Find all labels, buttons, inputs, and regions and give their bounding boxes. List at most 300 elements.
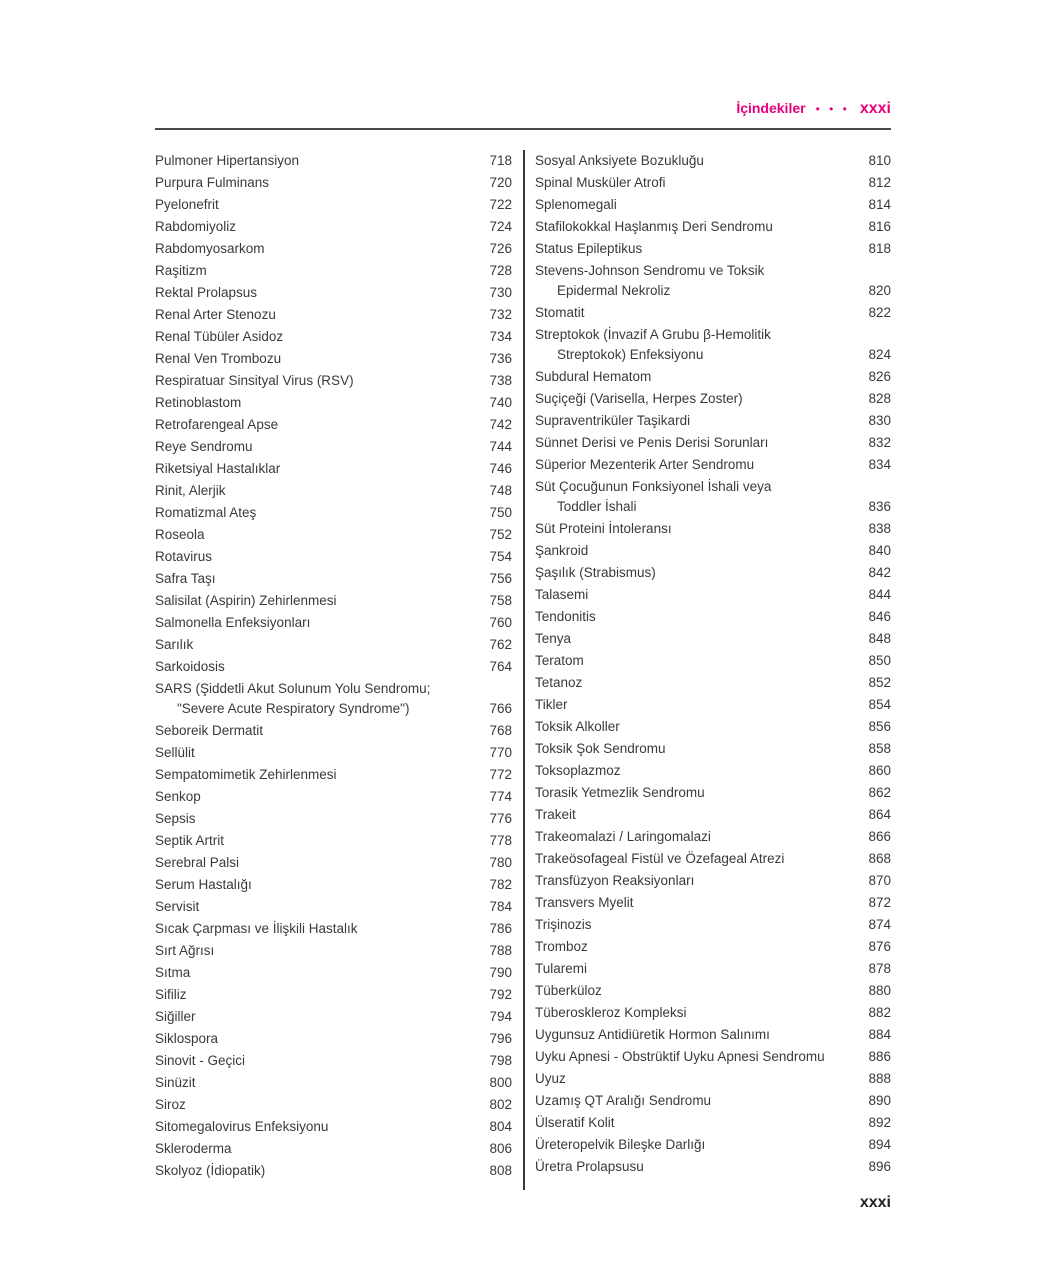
toc-entry-page: 802 [489, 1097, 512, 1112]
toc-entry-title-line: SARS (Şiddetli Akut Solunum Yolu Sendromu; [155, 681, 431, 696]
toc-entry-page: 866 [868, 829, 891, 844]
toc-entry-page: 740 [489, 395, 512, 410]
toc-entry-title [535, 805, 576, 825]
header-page-number: xxxi [859, 100, 891, 117]
toc-entry-title [155, 569, 216, 589]
toc-entry-title-line: Sellülit [155, 745, 195, 760]
toc-entry-title [155, 481, 226, 501]
toc-entry [535, 1090, 891, 1112]
toc-entry [155, 962, 512, 984]
toc-entry-page: 750 [489, 505, 512, 520]
toc-entry-title-line: Serum Hastalığı [155, 877, 252, 892]
toc-entry-title-line: Tromboz [535, 939, 588, 954]
toc-entry-page: 836 [868, 499, 891, 514]
toc-entry [535, 260, 891, 302]
section-title: İçindekiler [736, 100, 806, 116]
toc-entry-page: 746 [489, 461, 512, 476]
toc-entry-page: 862 [868, 785, 891, 800]
toc-entry-page: 756 [489, 571, 512, 586]
toc-entry [155, 392, 512, 414]
toc-entry-page: 820 [868, 283, 891, 298]
toc-entry [155, 720, 512, 742]
toc-entry-title [155, 239, 265, 259]
toc-entry-page: 812 [868, 175, 891, 190]
toc-entry [535, 476, 891, 518]
toc-entry-page: 780 [489, 855, 512, 870]
toc-entry-page: 828 [868, 391, 891, 406]
toc-entry [155, 764, 512, 786]
toc-entry-title-line: Status Epileptikus [535, 241, 643, 256]
toc-entry-page: 804 [489, 1119, 512, 1134]
toc-entry-page: 748 [489, 483, 512, 498]
toc-entry-page: 790 [489, 965, 512, 980]
toc-entry-page: 884 [868, 1027, 891, 1042]
toc-entry-page: 736 [489, 351, 512, 366]
toc-entry-title-line: Süt Çocuğunun Fonksiyonel İshali veya [535, 479, 772, 494]
toc-entry-page: 778 [489, 833, 512, 848]
toc-entry-page: 784 [489, 899, 512, 914]
toc-entry-title [535, 673, 582, 693]
toc-entry-title-line: Siğiller [155, 1009, 196, 1024]
toc-entry [155, 326, 512, 348]
toc-entry-title [155, 919, 358, 939]
toc-entry [155, 590, 512, 612]
toc-entry-page: 794 [489, 1009, 512, 1024]
toc-entry-page: 830 [868, 413, 891, 428]
toc-entry-page: 816 [868, 219, 891, 234]
toc-entry-title-line: Renal Ven Trombozu [155, 351, 282, 366]
toc-entry [155, 634, 512, 656]
toc-entry-title [535, 455, 754, 475]
toc-entry-title [535, 629, 571, 649]
toc-entry-title [155, 173, 269, 193]
toc-entry [155, 1138, 512, 1160]
toc-entry-page: 854 [868, 697, 891, 712]
toc-entry-title-line: Torasik Yetmezlik Sendromu [535, 785, 705, 800]
toc-entry-title-line: Sinüzit [155, 1075, 196, 1090]
toc-entry-title [155, 261, 207, 281]
toc-entry [535, 1068, 891, 1090]
toc-entry-title-line: Sıtma [155, 965, 191, 980]
toc-entry-title-line: Servisit [155, 899, 200, 914]
toc-entry-title-line: Transfüzyon Reaksiyonları [535, 873, 695, 888]
toc-entry [155, 370, 512, 392]
toc-entry-title-line: Siklospora [155, 1031, 219, 1046]
toc-entry-title [155, 809, 196, 829]
toc-entry [535, 216, 891, 238]
toc-entry-page: 856 [868, 719, 891, 734]
toc-entry [535, 1024, 891, 1046]
toc-entry [155, 238, 512, 260]
toc-entry-page: 788 [489, 943, 512, 958]
toc-entry [535, 150, 891, 172]
toc-entry-title [535, 761, 621, 781]
toc-entry-title [535, 519, 672, 539]
toc-entry [155, 1160, 512, 1182]
toc-entry-page: 728 [489, 263, 512, 278]
toc-entry-page: 896 [868, 1159, 891, 1174]
toc-entry-title [535, 477, 771, 517]
toc-entry-page: 850 [868, 653, 891, 668]
toc-entry-title [535, 981, 602, 1001]
toc-entry [155, 896, 512, 918]
toc-entry-page: 752 [489, 527, 512, 542]
toc-entry-page: 766 [489, 701, 512, 716]
toc-left-column [155, 150, 512, 1182]
toc-entry-title [155, 1117, 328, 1137]
toc-entry-title [535, 717, 620, 737]
toc-entry-title-line: Uygunsuz Antidiüretik Hormon Salınımı [535, 1027, 770, 1042]
toc-entry-title-line: Trişinozis [535, 917, 592, 932]
toc-entry-title [155, 415, 278, 435]
toc-entry [535, 804, 891, 826]
toc-entry-title [155, 305, 276, 325]
toc-entry-title [155, 635, 193, 655]
toc-entry [155, 786, 512, 808]
toc-entry-page: 842 [868, 565, 891, 580]
toc-entry-title-line: Stomatit [535, 305, 585, 320]
toc-entry-page: 760 [489, 615, 512, 630]
toc-entry-title-line: Reye Sendromu [155, 439, 253, 454]
toc-right-column [535, 150, 891, 1178]
toc-entry-title [155, 875, 252, 895]
toc-entry-title-line: Pulmoner Hipertansiyon [155, 153, 300, 168]
toc-entry-page: 848 [868, 631, 891, 646]
toc-entry-page: 852 [868, 675, 891, 690]
toc-entry-page: 796 [489, 1031, 512, 1046]
toc-entry-page: 844 [868, 587, 891, 602]
toc-entry-title [155, 591, 337, 611]
toc-entry-page: 876 [868, 939, 891, 954]
toc-entry-title-line: Toksik Alkoller [535, 719, 620, 734]
toc-entry-title [155, 459, 280, 479]
toc-entry-title-line: Purpura Fulminans [155, 175, 270, 190]
toc-entry [535, 454, 891, 476]
toc-entry [535, 1156, 891, 1178]
toc-entry-page: 826 [868, 369, 891, 384]
toc-entry-page: 738 [489, 373, 512, 388]
toc-entry-page: 732 [489, 307, 512, 322]
toc-entry [155, 216, 512, 238]
toc-entry [155, 436, 512, 458]
toc-entry-page: 838 [868, 521, 891, 536]
toc-entry [535, 606, 891, 628]
toc-entry [155, 568, 512, 590]
toc-entry-title [535, 389, 743, 409]
toc-entry [535, 628, 891, 650]
toc-entry-title-line: Ülseratif Kolit [535, 1115, 615, 1130]
toc-entry [535, 584, 891, 606]
toc-entry-title-line: Romatizmal Ateş [155, 505, 257, 520]
toc-entry-title-line: Supraventriküler Taşikardi [535, 413, 691, 428]
toc-entry-title [535, 367, 651, 387]
toc-entry [155, 918, 512, 940]
toc-entry [155, 546, 512, 568]
toc-entry-title [155, 963, 190, 983]
toc-entry-title [535, 893, 634, 913]
toc-entry-title-line: Uzamış QT Aralığı Sendromu [535, 1093, 712, 1108]
toc-entry-page: 878 [868, 961, 891, 976]
toc-entry-title-continuation: Epidermal Nekroliz [557, 283, 671, 298]
toc-entry-page: 818 [868, 241, 891, 256]
toc-entry-title [535, 695, 568, 715]
toc-entry-title-line: Serebral Palsi [155, 855, 240, 870]
toc-entry-page: 762 [489, 637, 512, 652]
toc-entry-title-line: Tendonitis [535, 609, 596, 624]
toc-entry-title [155, 679, 430, 719]
toc-entry [155, 1006, 512, 1028]
toc-entry [535, 388, 891, 410]
toc-entry [155, 874, 512, 896]
toc-entry-title-line: Sifiliz [155, 987, 187, 1002]
toc-entry-title [155, 1073, 196, 1093]
toc-entry-title-line: Süperior Mezenterik Arter Sendromu [535, 457, 755, 472]
toc-entry-page: 768 [489, 723, 512, 738]
toc-entry-title [155, 525, 205, 545]
toc-entry-page: 720 [489, 175, 512, 190]
toc-entry-page: 800 [489, 1075, 512, 1090]
toc-entry-title-continuation: Streptokok) Enfeksiyonu [557, 347, 704, 362]
toc-entry [535, 672, 891, 694]
toc-entry-page: 730 [489, 285, 512, 300]
toc-entry-page: 846 [868, 609, 891, 624]
toc-entry [155, 1116, 512, 1138]
toc-entry-title-line: Rabdomiyoliz [155, 219, 237, 234]
toc-entry-page: 718 [489, 153, 512, 168]
toc-entry-title-line: Üreteropelvik Bileşke Darlığı [535, 1137, 706, 1152]
toc-entry-title [155, 547, 212, 567]
toc-entry-title-line: Trakeit [535, 807, 576, 822]
toc-entry-title-line: Rektal Prolapsus [155, 285, 258, 300]
toc-entry-title [155, 393, 241, 413]
toc-entry-title [535, 541, 588, 561]
column-divider [523, 150, 525, 1190]
toc-entry-title [535, 433, 768, 453]
toc-entry-title [535, 173, 666, 193]
toc-entry-title-line: Trakeomalazi / Laringomalazi [535, 829, 711, 844]
toc-entry-title-continuation: Toddler İshali [557, 499, 637, 514]
toc-entry-title [535, 1003, 687, 1023]
toc-entry-title-line: Sünnet Derisi ve Penis Derisi Sorunları [535, 435, 769, 450]
toc-entry-title [155, 721, 263, 741]
toc-entry-title-line: Talasemi [535, 587, 589, 602]
toc-entry-title [535, 325, 771, 365]
toc-entry-title [155, 853, 239, 873]
toc-entry-title-line: Sarkoidosis [155, 659, 225, 674]
toc-entry [535, 782, 891, 804]
toc-entry-page: 874 [868, 917, 891, 932]
toc-entry-title [535, 195, 617, 215]
toc-entry [535, 1046, 891, 1068]
toc-entry-title-line: Raşitizm [155, 263, 207, 278]
toc-entry-title-line: Sinovit - Geçici [155, 1053, 246, 1068]
toc-entry-page: 834 [868, 457, 891, 472]
toc-entry-title [535, 239, 642, 259]
toc-entry-title-line: Tenya [535, 631, 572, 646]
toc-entry [535, 892, 891, 914]
toc-entry [535, 238, 891, 260]
toc-entry-title-line: Tüberoskleroz Kompleksi [535, 1005, 687, 1020]
toc-entry [535, 302, 891, 324]
toc-entry-title-line: Siroz [155, 1097, 186, 1112]
toc-entry [535, 716, 891, 738]
toc-entry-page: 754 [489, 549, 512, 564]
toc-entry-title-line: Riketsiyal Hastalıklar [155, 461, 281, 476]
toc-entry-title-line: Sempatomimetik Zehirlenmesi [155, 767, 337, 782]
toc-entry-title-line: Stafilokokkal Haşlanmış Deri Sendromu [535, 219, 773, 234]
header-dots: • • • [815, 102, 850, 116]
toc-entry [155, 348, 512, 370]
toc-entry-title [535, 261, 764, 301]
toc-entry-title-line: Stevens-Johnson Sendromu ve Toksik [535, 263, 765, 278]
toc-entry-title [155, 371, 354, 391]
toc-entry [155, 480, 512, 502]
toc-entry [155, 852, 512, 874]
toc-entry [155, 1072, 512, 1094]
toc-entry-title-line: Rotavirus [155, 549, 213, 564]
toc-entry-page: 880 [868, 983, 891, 998]
toc-entry-page: 734 [489, 329, 512, 344]
toc-entry [155, 524, 512, 546]
toc-entry-title [535, 585, 588, 605]
toc-entry-title [155, 743, 195, 763]
toc-entry [535, 848, 891, 870]
toc-entry-title [535, 563, 656, 583]
toc-entry [155, 304, 512, 326]
toc-entry [155, 1028, 512, 1050]
toc-entry [535, 738, 891, 760]
toc-entry-page: 744 [489, 439, 512, 454]
toc-entry-title [155, 195, 219, 215]
toc-entry-title [155, 765, 337, 785]
toc-entry [535, 826, 891, 848]
toc-entry [535, 980, 891, 1002]
toc-entry-title [535, 915, 592, 935]
toc-entry-title-line: Transvers Myelit [535, 895, 634, 910]
toc-entry-title [155, 831, 224, 851]
toc-entry-page: 758 [489, 593, 512, 608]
toc-entry [535, 650, 891, 672]
toc-entry-title-line: Toksoplazmoz [535, 763, 621, 778]
toc-entry-page: 806 [489, 1141, 512, 1156]
toc-entry-page: 810 [868, 153, 891, 168]
toc-entry-title-line: Salmonella Enfeksiyonları [155, 615, 311, 630]
toc-entry-title [155, 437, 253, 457]
toc-entry-title [535, 849, 784, 869]
toc-entry-title-line: Retinoblastom [155, 395, 242, 410]
toc-entry [155, 678, 512, 720]
toc-entry-title-line: Splenomegali [535, 197, 617, 212]
toc-entry [155, 150, 512, 172]
toc-entry [155, 940, 512, 962]
toc-entry-title-line: Seboreik Dermatit [155, 723, 264, 738]
toc-entry-page: 814 [868, 197, 891, 212]
toc-entry-title-line: Respiratuar Sinsityal Virus (RSV) [155, 373, 354, 388]
header-rule [155, 128, 891, 130]
toc-entry [155, 984, 512, 1006]
toc-entry-page: 722 [489, 197, 512, 212]
toc-entry-title [535, 217, 773, 237]
toc-entry-page: 872 [868, 895, 891, 910]
toc-entry-title-line: Tikler [535, 697, 568, 712]
toc-entry [535, 518, 891, 540]
toc-entry [535, 760, 891, 782]
toc-entry-title [155, 1095, 186, 1115]
toc-entry-title [535, 827, 711, 847]
toc-entry-title [155, 349, 281, 369]
toc-entry-page: 776 [489, 811, 512, 826]
toc-entry-title-line: Sosyal Anksiyete Bozukluğu [535, 153, 704, 168]
toc-entry-title-line: Süt Proteini İntoleransı [535, 521, 672, 536]
toc-entry [155, 260, 512, 282]
toc-entry-page: 832 [868, 435, 891, 450]
toc-entry-title [535, 303, 585, 323]
toc-entry-title [155, 503, 256, 523]
running-header [155, 100, 891, 124]
toc-entry [535, 694, 891, 716]
toc-entry-page: 858 [868, 741, 891, 756]
toc-entry-title-line: Şaşılık (Strabismus) [535, 565, 656, 580]
toc-entry-title [155, 1007, 196, 1027]
toc-entry-title [535, 607, 596, 627]
toc-entry-title-line: Sırt Ağrısı [155, 943, 215, 958]
toc-entry-title [535, 1135, 705, 1155]
toc-entry-page: 742 [489, 417, 512, 432]
toc-entry-title-line: Rinit, Alerjik [155, 483, 226, 498]
toc-entry-title-line: Senkop [155, 789, 201, 804]
toc-entry-title [535, 1157, 644, 1177]
toc-entry-page: 798 [489, 1053, 512, 1068]
toc-entry-title-line: Üretra Prolapsusu [535, 1159, 644, 1174]
toc-entry-title [535, 959, 587, 979]
toc-entry-title-line: Uyuz [535, 1071, 566, 1086]
toc-entry-title-line: Skleroderma [155, 1141, 232, 1156]
toc-entry [155, 808, 512, 830]
toc-entry-page: 774 [489, 789, 512, 804]
toc-entry [535, 172, 891, 194]
toc-entry-page: 808 [489, 1163, 512, 1178]
toc-entry-title-line: Pyelonefrit [155, 197, 219, 212]
toc-entry-page: 726 [489, 241, 512, 256]
toc-entry-title [155, 897, 199, 917]
toc-entry-title-line: Sıcak Çarpması ve İlişkili Hastalık [155, 921, 358, 936]
toc-entry [155, 194, 512, 216]
toc-entry-title-line: Uyku Apnesi - Obstrüktif Uyku Apnesi Sendromu [535, 1049, 825, 1064]
toc-entry-title-line: Şankroid [535, 543, 589, 558]
toc-entry-title-line: Roseola [155, 527, 205, 542]
toc-entry-title-continuation: "Severe Acute Respiratory Syndrome") [177, 701, 410, 716]
toc-entry-page: 770 [489, 745, 512, 760]
toc-entry-page: 772 [489, 767, 512, 782]
toc-entry-title [155, 985, 187, 1005]
toc-entry-title [535, 1047, 825, 1067]
toc-entry-title [155, 1029, 218, 1049]
toc-entry-title-line: Trakeösofageal Fistül ve Özefageal Atrezi [535, 851, 785, 866]
toc-entry [535, 870, 891, 892]
toc-entry-title [155, 217, 236, 237]
toc-entry-title-line: Subdural Hematom [535, 369, 652, 384]
toc-entry [155, 458, 512, 480]
toc-entry [535, 1134, 891, 1156]
toc-entry-page: 792 [489, 987, 512, 1002]
toc-entry-title [535, 1091, 711, 1111]
toc-entry-title-line: Tüberküloz [535, 983, 602, 998]
toc-entry [535, 410, 891, 432]
toc-entry-page: 782 [489, 877, 512, 892]
toc-entry-title-line: Sitomegalovirus Enfeksiyonu [155, 1119, 329, 1134]
toc-entry [535, 914, 891, 936]
toc-entry-title-line: Rabdomyosarkom [155, 241, 265, 256]
